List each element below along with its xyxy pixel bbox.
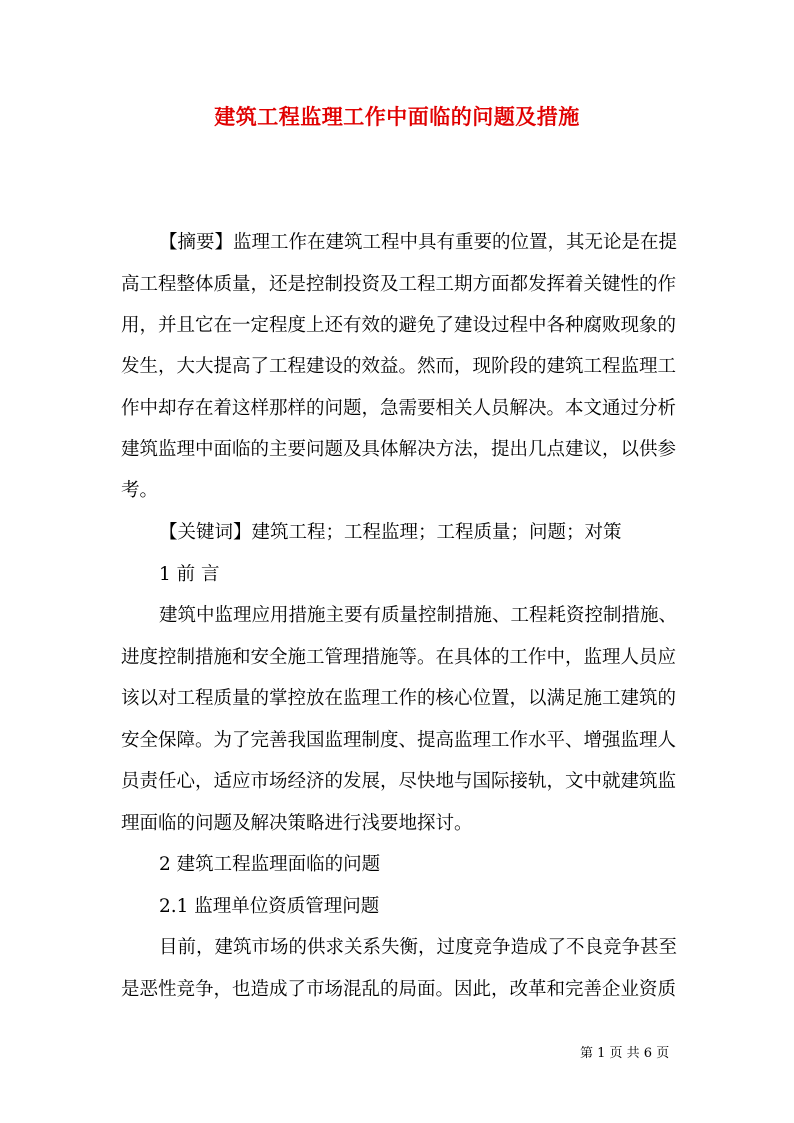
section2-1-heading: 2.1 监理单位资质管理问题 (159, 896, 380, 917)
section2-1-line-2: 是恶性竞争，也造成了市场混乱的局面。因此，改革和完善企业资质 (121, 979, 677, 1000)
keywords-line: 【关键词】建筑工程；工程监理；工程质量；问题；对策 (159, 522, 622, 543)
section2-1-line-1: 目前，建筑市场的供求关系失衡，过度竞争造成了不良竞争甚至 (159, 937, 678, 958)
section1-line-5: 员责任心，适应市场经济的发展，尽快地与国际接轨，文中就建筑监 (121, 771, 677, 792)
abstract-line-7: 考。 (121, 480, 159, 501)
abstract-line-4: 发生，大大提高了工程建设的效益。然而，现阶段的建筑工程监理工 (121, 356, 677, 377)
section1-heading: 1 前 言 (159, 564, 220, 585)
abstract-line-1: 【摘要】监理工作在建筑工程中具有重要的位置，其无论是在提 (159, 232, 678, 253)
section1-line-4: 安全保障。为了完善我国监理制度、提高监理工作水平、增强监理人 (121, 730, 677, 751)
section1-line-3: 该以对工程质量的掌控放在监理工作的核心位置，以满足施工建筑的 (121, 688, 677, 709)
abstract-line-3: 用，并且它在一定程度上还有效的避免了建设过程中各种腐败现象的 (121, 315, 677, 336)
section2-heading: 2 建筑工程监理面临的问题 (159, 854, 381, 875)
abstract-line-5: 作中却存在着这样那样的问题，急需要相关人员解决。本文通过分析 (121, 398, 677, 419)
abstract-line-6: 建筑监理中面临的主要问题及具体解决方法，提出几点建议，以供参 (121, 439, 677, 460)
section1-line-6: 理面临的问题及解决策略进行浅要地探讨。 (121, 813, 473, 834)
section1-line-1: 建筑中监理应用措施主要有质量控制措施、工程耗资控制措施、 (159, 605, 678, 626)
abstract-line-2: 高工程整体质量，还是控制投资及工程工期方面都发挥着关键性的作 (121, 274, 677, 295)
page-footer: 第 1 页 共 6 页 (580, 1046, 670, 1061)
section1-line-2: 进度控制措施和安全施工管理措施等。在具体的工作中，监理人员应 (121, 647, 677, 668)
document-title: 建筑工程监理工作中面临的问题及措施 (214, 104, 580, 129)
